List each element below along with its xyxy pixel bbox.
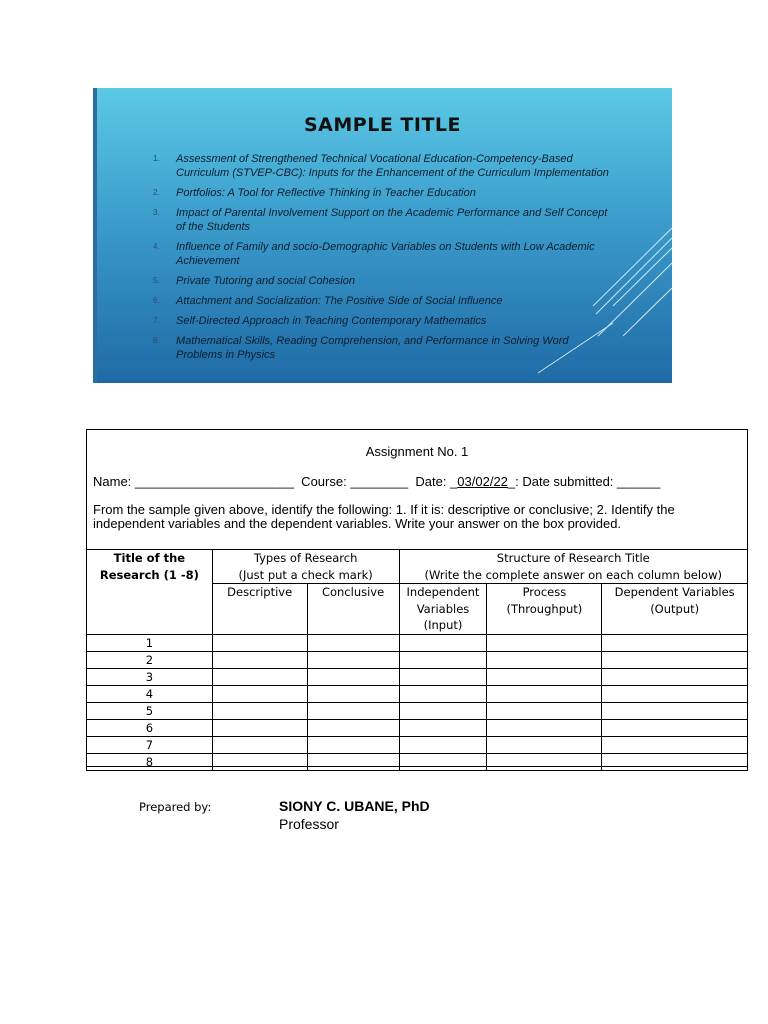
research-title-list — [153, 152, 613, 368]
list-item: 3. Impact of Parental Involvement Support on the Academic Performance and Self Concept of the Students — [153, 207, 608, 233]
date-submitted-label: _: Date submitted: ______ — [507, 474, 661, 489]
table-row: 3 — [87, 668, 748, 685]
table-row: 4 — [87, 685, 748, 702]
assignment-title: Assignment No. 1 — [365, 444, 469, 459]
list-item: 2. Portfolios: A Tool for Reflective Thinking in Teacher Education — [153, 187, 476, 199]
independent-variables-header: Independent Variables (Input) — [399, 584, 487, 635]
date-value: 03/02/22 — [457, 474, 508, 489]
name-course-date-line — [93, 474, 660, 489]
table-row: 8 — [87, 753, 748, 770]
signer-name: SIONY C. UBANE, PhD — [279, 798, 430, 814]
assignment-box — [86, 429, 748, 767]
types-of-research-header: Types of Research (Just put a check mark) — [212, 550, 399, 584]
table-row: 7 — [87, 736, 748, 753]
table-row: 2 — [87, 651, 748, 668]
list-item: 4. Influence of Family and socio-Demographic Variables on Students with Low Academic Achievement — [153, 241, 595, 267]
process-header: Process (Throughput) — [487, 584, 602, 635]
list-item: 1. Assessment of Strengthened Technical Vocational Education-Competency-Based Curriculum (STVEP-CBC): Inputs for the Enhancement of the Curriculum Implementation — [153, 153, 609, 179]
table-row: 1 — [87, 634, 748, 651]
prepared-by-label: Prepared by: — [139, 800, 212, 814]
list-item: 5. Private Tutoring and social Cohesion — [153, 275, 355, 287]
dependent-variables-header: Dependent Variables (Output) — [602, 584, 748, 635]
list-item: 8. Mathematical Skills, Reading Comprehension, and Performance in Solving Word Problems in Physics — [153, 335, 569, 361]
answer-table — [86, 549, 748, 771]
list-item: 7. Self-Directed Approach in Teaching Contemporary Mathematics — [153, 315, 487, 327]
table-row: 6 — [87, 719, 748, 736]
instructions: From the sample given above, identify the following: 1. If it is: descriptive or conclusive; 2. Identify the independent variables and the dependent variables. Write your answer on the box provided. — [93, 502, 675, 531]
conclusive-header: Conclusive — [307, 584, 399, 635]
sample-title-slide — [93, 88, 672, 383]
table-row: 5 — [87, 702, 748, 719]
slide-title: SAMPLE TITLE — [304, 114, 461, 136]
structure-header: Structure of Research Title (Write the complete answer on each column below) — [399, 550, 747, 584]
title-column-header: Title of the Research (1 -8) — [87, 550, 213, 635]
descriptive-header: Descriptive — [212, 584, 307, 635]
name-course-label: Name: ______________________ Course: ________ Date: _ — [93, 474, 458, 489]
signer-role: Professor — [279, 816, 339, 832]
list-item: 6. Attachment and Socialization: The Positive Side of Social Influence — [153, 295, 503, 307]
